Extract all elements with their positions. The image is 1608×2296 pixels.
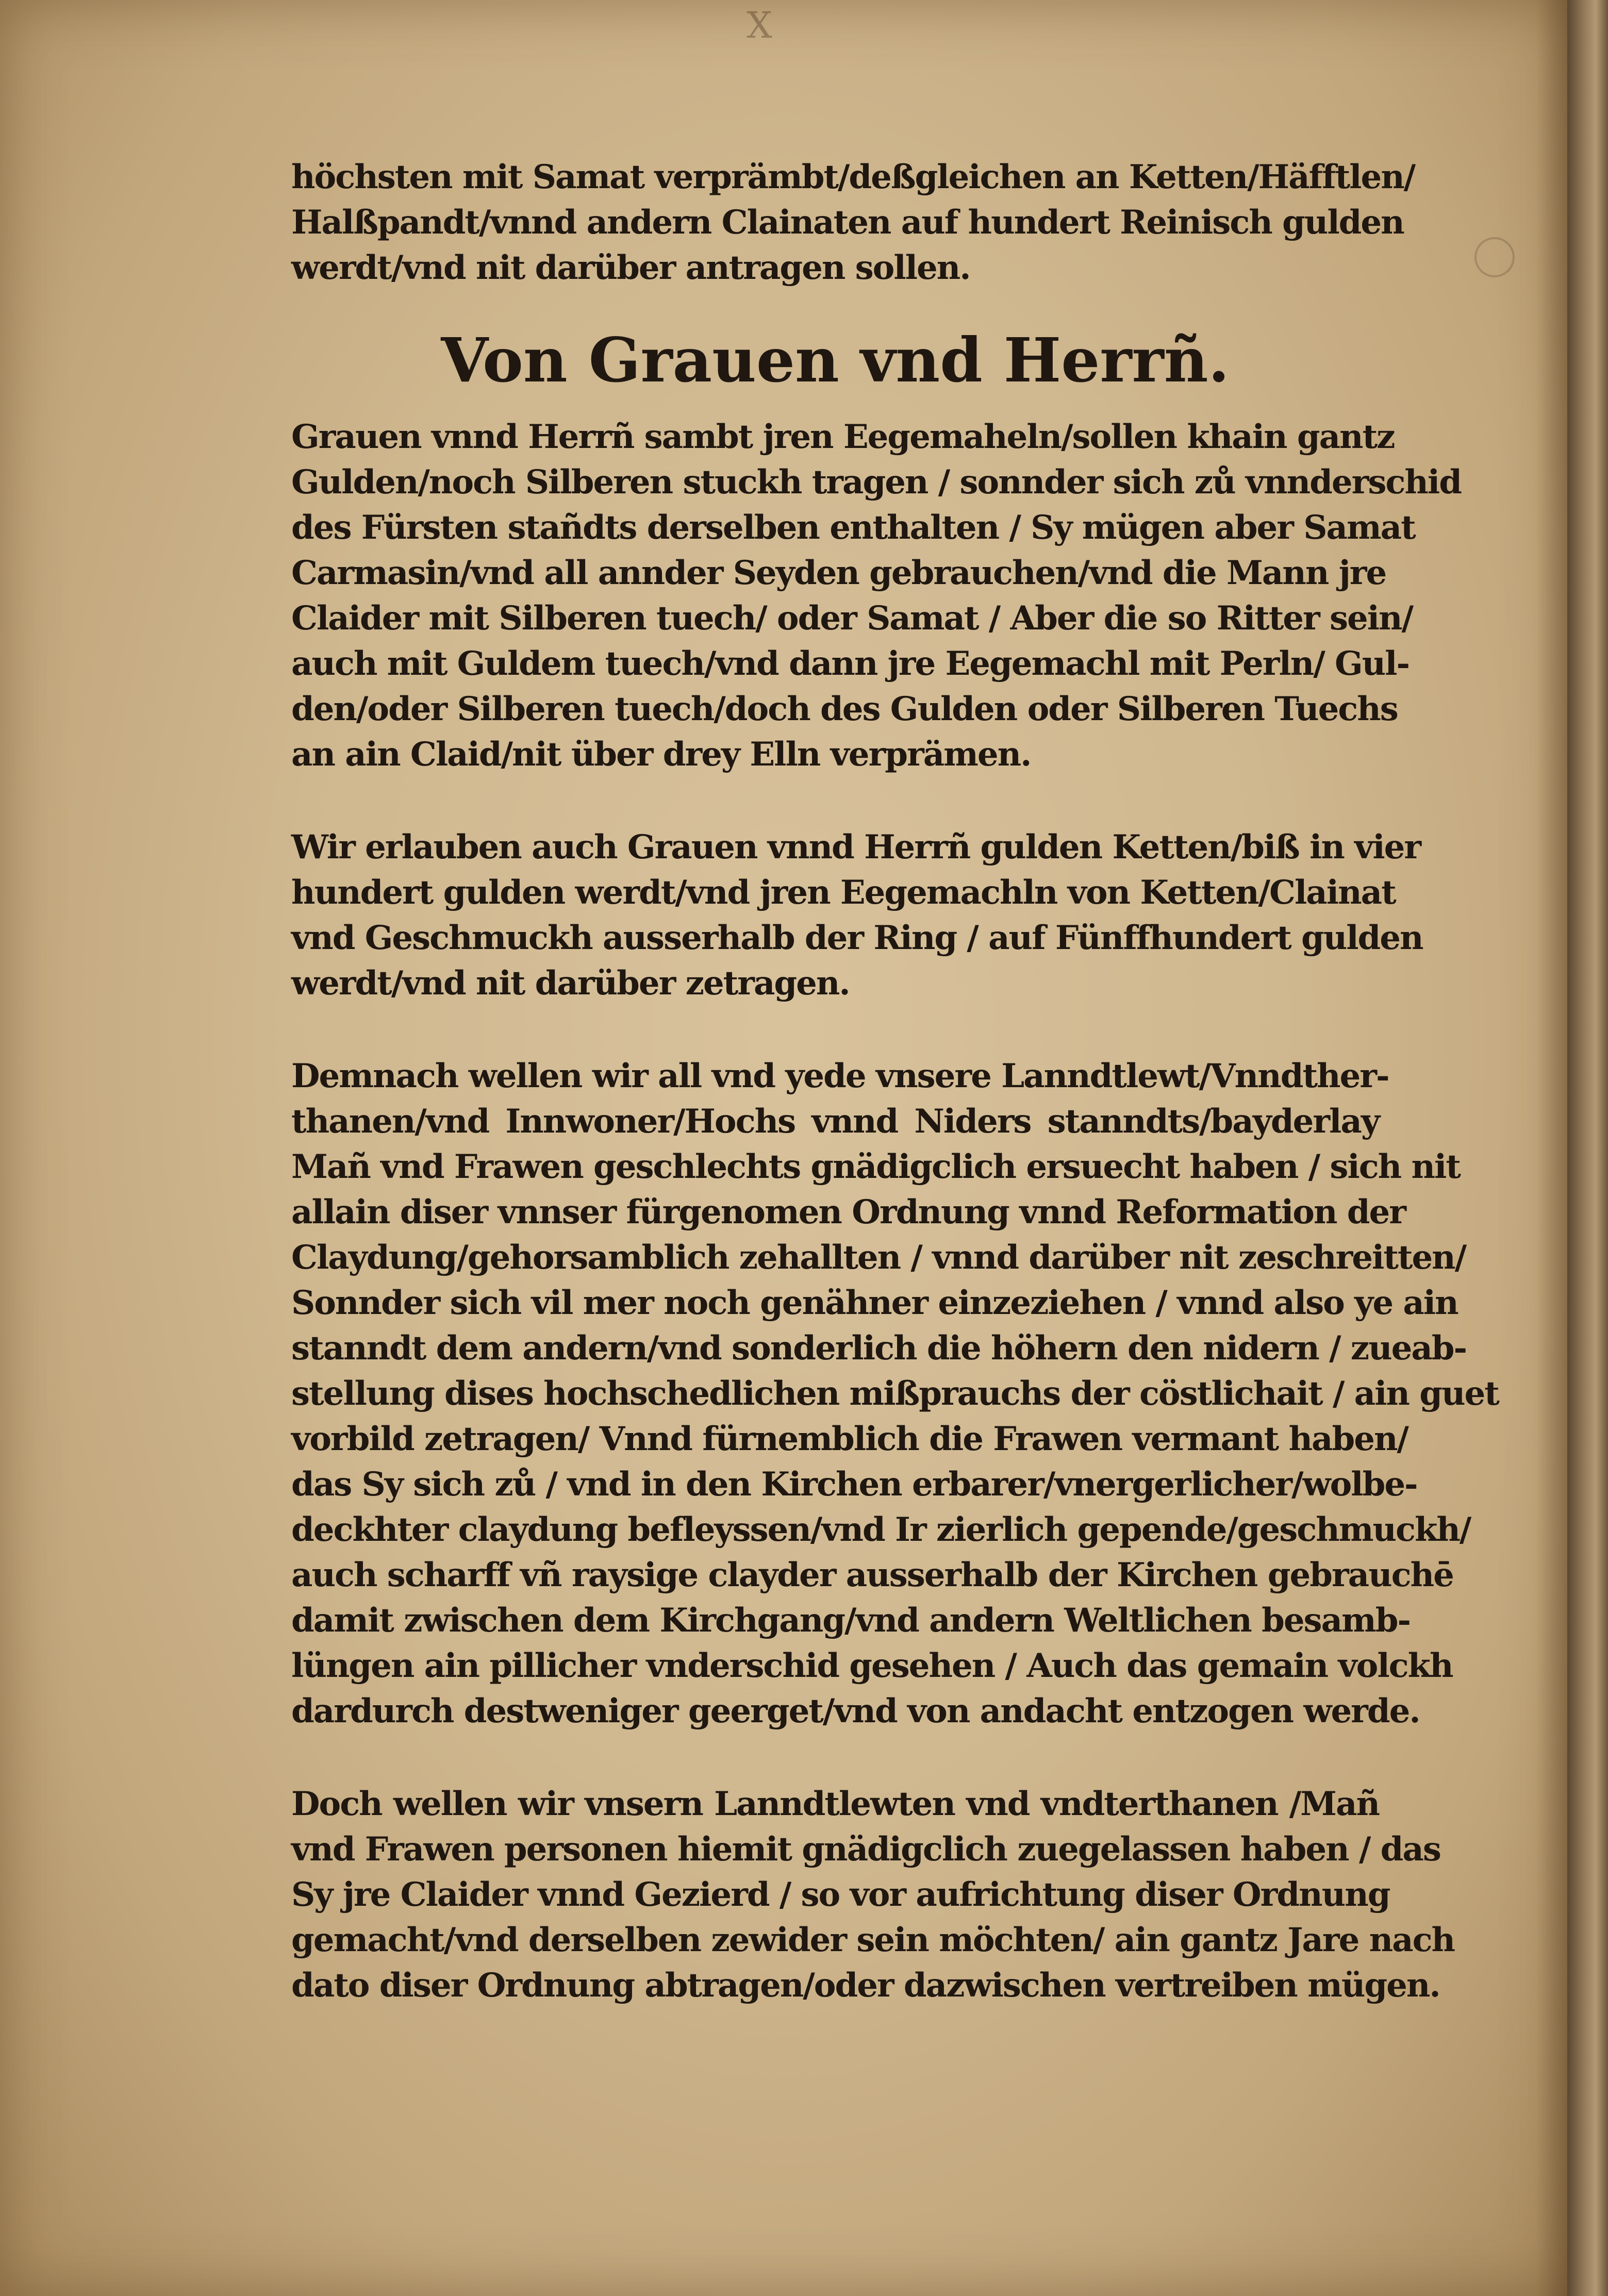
text-line: Doch wellen wir vnsern Lanndtlewten vnd vndterthanen /Mañ [291,1785,1379,1823]
text-line: auch mit Guldem tuech/vnd dann jre Eegemachl mit Perln/ Gul- [291,644,1410,683]
text-line: des Fürsten stañdts derselben enthalten / Sy mügen aber Samat [291,508,1415,547]
paragraph-4 [291,1782,1455,2008]
text-line: Sonnder sich vil mer noch genähner einzeziehen / vnnd also ye ain [291,1284,1458,1322]
intro-paragraph [291,155,1415,291]
text-line: vorbild zetragen/ Vnnd fürnemblich die Frawen vermant haben/ [291,1420,1408,1458]
paragraph-1 [291,414,1461,777]
text-line: gemacht/vnd derselben zewider sein möchten/ ain gantz Jare nach [291,1921,1455,1959]
text-line: an ain Claid/nit über drey Elln verprämen. [291,735,1031,774]
text-line: auch scharff vñ raysige clayder ausserhalb der Kirchen gebrauchē [291,1556,1453,1594]
text-line: vnd Frawen personen hiemit gnädigclich zuegelassen haben / das [291,1830,1440,1869]
text-line: stellung dises hochschedlichen mißprauchs der cöstlichait / ain guet [291,1374,1499,1413]
page-fold-shadow [1536,0,1567,2296]
text-line: hundert gulden werdt/vnd jren Eegemachln von Ketten/Clainat [291,873,1396,912]
paragraph-3 [291,1054,1499,1734]
text-line: Claydung/gehorsamblich zehallten / vnnd darüber nit zeschreitten/ [291,1238,1466,1277]
text-line: lüngen ain pillicher vnderschid gesehen / Auch das gemain volckh [291,1646,1453,1685]
text-line: werdt/vnd nit darüber zetragen. [291,964,850,1003]
text-line: Halßpandt/vnnd andern Clainaten auf hundert Reinisch gulden [291,203,1404,242]
text-line: Carmasin/vnd all annder Seyden gebrauchen/vnd die Mann jre [291,554,1386,592]
section-heading: Von Grauen vnd Herrñ. [441,324,1230,396]
text-line: allain diser vnnser fürgenomen Ordnung vnnd Reformation der [291,1193,1405,1232]
text-line: werdt/vnd nit darüber antragen sollen. [291,248,970,287]
margin-stain-mark [1474,237,1515,277]
top-mark: X [747,4,772,46]
book-gutter [1567,0,1608,2296]
text-line: damit zwischen dem Kirchgang/vnd andern Weltlichen besamb- [291,1601,1411,1640]
text-line: thanen/vnd Innwoner/Hochs vnnd Niders stanndts/bayderlay [291,1102,1379,1141]
text-line: den/oder Silberen tuech/doch des Gulden oder Silberen Tuechs [291,690,1398,728]
text-line: Mañ vnd Frawen geschlechts gnädigclich ersuecht haben / sich nit [291,1147,1460,1186]
text-line: Gulden/noch Silberen stuckh tragen / sonnder sich zů vnnderschid [291,463,1461,502]
text-line: dato diser Ordnung abtragen/oder dazwischen vertreiben mügen. [291,1966,1440,2005]
text-line: Grauen vnnd Herrñ sambt jren Eegemaheln/sollen khain gantz [291,418,1395,456]
body-text [291,155,1499,2008]
text-line: höchsten mit Samat verprämbt/deßgleichen an Ketten/Häfftlen/ [291,158,1415,196]
text-line: dardurch destweniger geerget/vnd von andacht entzogen werde. [291,1692,1420,1731]
text-line: das Sy sich zů / vnd in den Kirchen erbarer/vnergerlicher/wolbe- [291,1465,1417,1504]
text-line: stanndt dem andern/vnd sonderlich die höhern den nidern / zueab- [291,1329,1467,1368]
text-line: deckhter claydung befleyssen/vnd Ir zierlich gepende/geschmuckh/ [291,1510,1471,1549]
text-line: Demnach wellen wir all vnd yede vnsere Lanndtlewt/Vnndther- [291,1057,1389,1095]
text-line: Wir erlauben auch Grauen vnnd Herrñ gulden Ketten/biß in vier [291,828,1421,867]
text-line: Sy jre Claider vnnd Gezierd / so vor aufrichtung diser Ordnung [291,1875,1390,1914]
text-line: Claider mit Silberen tuech/ oder Samat / Aber die so Ritter sein/ [291,599,1413,638]
paragraph-2 [291,825,1423,1006]
text-line: vnd Geschmuckh ausserhalb der Ring / auf Fünffhundert gulden [291,919,1423,957]
